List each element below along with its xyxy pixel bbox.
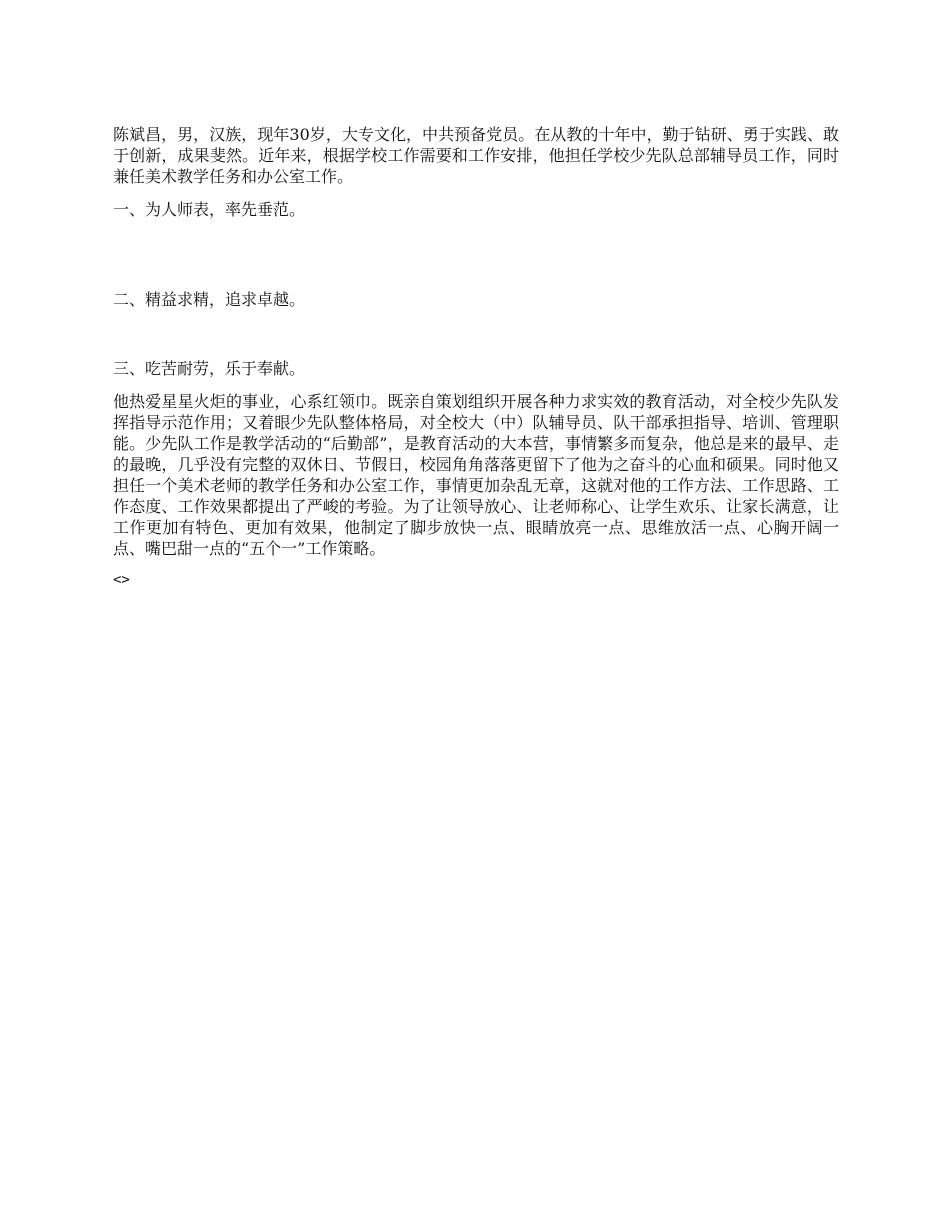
section-heading-2: 二、精益求精，追求卓越。 (113, 290, 306, 309)
section-heading-1: 一、为人师表，率先垂范。 (113, 200, 306, 219)
intro-paragraph: 陈斌昌，男，汉族，现年30岁，大专文化，中共预备党员。在从教的十年中，勤于钻研、勇于实践、敢于创新，成果斐然。近年来，根据学校工作需要和工作安排，他担任学校少先队总部辅导员工作，同时兼任美术教学任务和办公室工作。 (113, 125, 839, 186)
section-heading-3: 三、吃苦耐劳，乐于奉献。 (113, 359, 306, 378)
body-paragraph: 他热爱星星火炬的事业，心系红领巾。既亲自策划组织开展各种力求实效的教育活动，对全校少先队发挥指导示范作用；又着眼少先队整体格局，对全校大（中）队辅导员、队干部承担指导、培训、管理职能。少先队工作是教学活动的“后勤部”，是教育活动的大本营，事情繁多而复杂，他总是来的最早、走的最晚，几乎没有完整的双休日、节假日，校园角角落落更留下了他为之奋斗的心血和硕果。同时他又担任一个美术老师的教学任务和办公室工作，事情更加杂乱无章，这就对他的工作方法、工作思路、工作态度、工作效果都提出了严峻的考验。为了让领导放心、让老师称心、让学生欢乐、让家长满意，让工作更加有特色、更加有效果，他制定了脚步放快一点、眼睛放亮一点、思维放活一点、心胸开阔一点、嘴巴甜一点的“五个一”工作策略。 (113, 392, 839, 558)
trailing-mark: <> (113, 572, 130, 588)
document-page (113, 124, 839, 591)
